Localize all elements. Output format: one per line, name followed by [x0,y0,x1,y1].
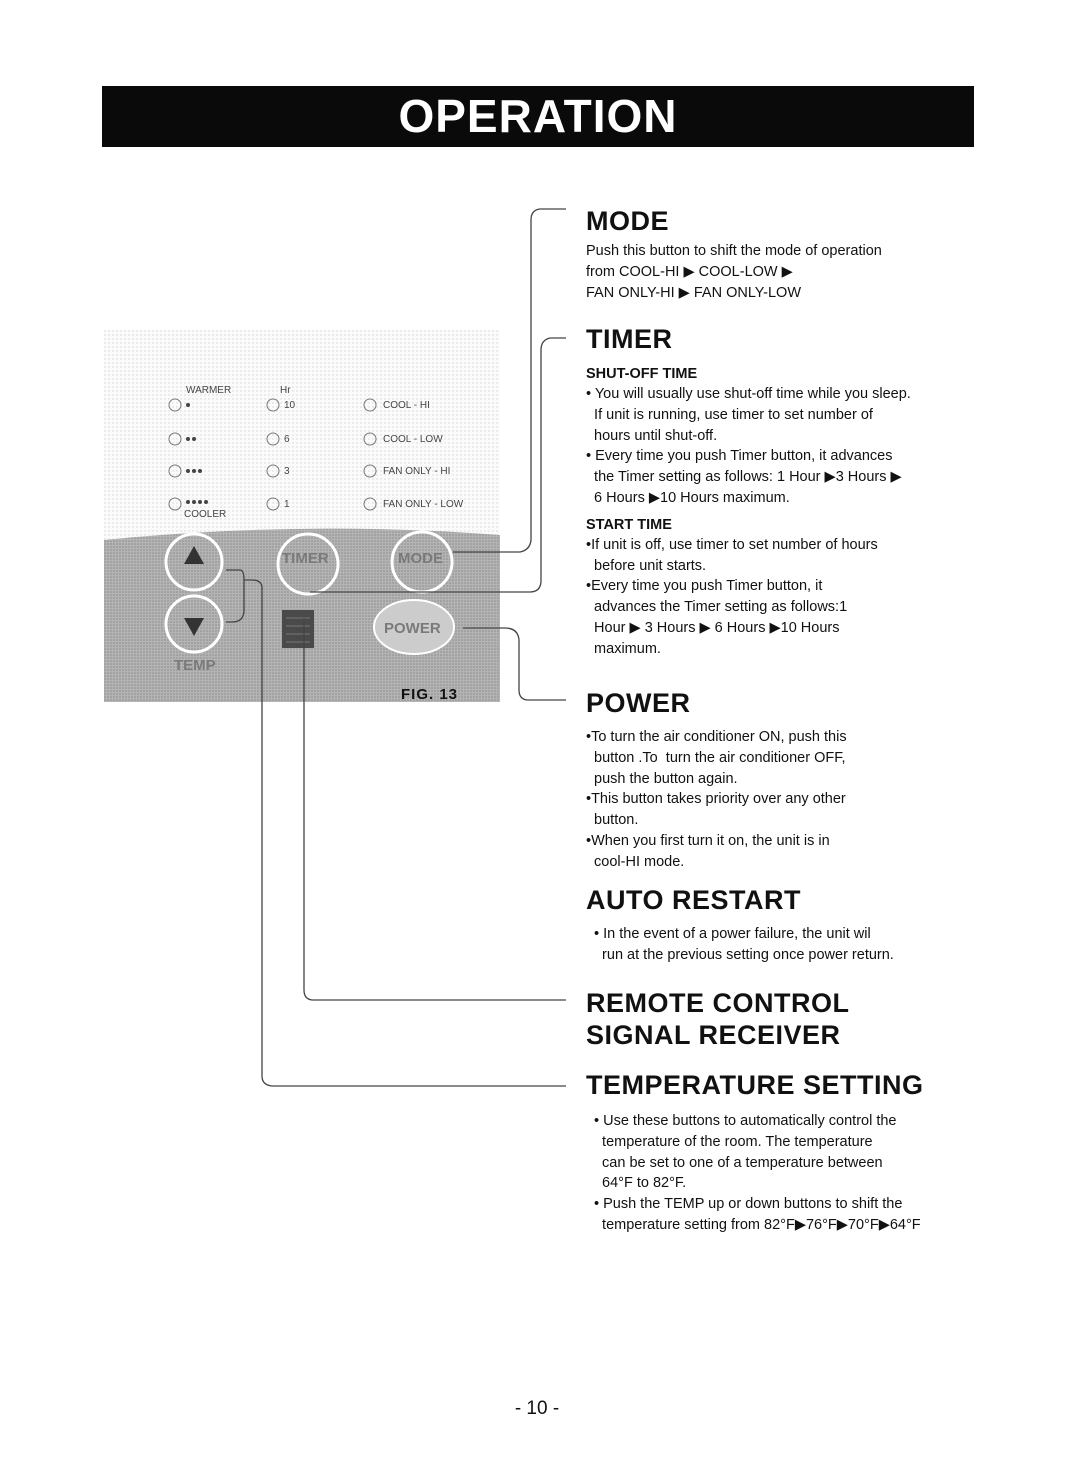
figure-caption: FIG. 13 [401,686,459,703]
leader-mode [453,209,566,552]
mode-label-cool-low: COOL - LOW [383,434,443,445]
mode-label-cool-hi: COOL - HI [383,400,430,411]
remote-section [586,987,850,1051]
leader-timer [310,338,566,592]
page-number: - 10 - [514,1398,560,1419]
auto-restart-section [586,884,894,966]
temperature-heading: TEMPERATURE SETTING [586,1070,924,1100]
warmer-label: WARMER [186,385,232,396]
power-line: button .To turn the air conditioner OFF, [586,749,846,766]
power-line: •This button takes priority over any other [586,791,846,808]
leader-temp-bracket [226,570,244,622]
remote-heading-line1: REMOTE CONTROL [586,988,850,1018]
temperature-line: • Use these buttons to automatically control the [594,1113,897,1129]
shutoff-line: • Every time you push Timer button, it advances [586,448,893,465]
timer-button-label: TIMER [282,550,329,567]
power-line: button. [586,812,639,829]
start-line: •Every time you push Timer button, it [586,578,823,595]
mode-line: from COOL-HI ▶ COOL-LOW ▶ [586,263,793,280]
power-line: push the button again. [586,770,738,787]
shutoff-line: hours until shut-off. [586,427,718,444]
mode-section [586,205,882,303]
temp-label: TEMP [174,657,216,674]
temperature-line: temperature of the room. The temperature [594,1133,873,1150]
hour-label-3: 3 [284,466,290,477]
power-line: •To turn the air conditioner ON, push this [586,729,847,745]
start-line: maximum. [586,640,661,657]
mode-button-label: MODE [398,550,443,567]
temperature-line: temperature setting from 82°F▶76°F▶70°F▶64°F [594,1216,921,1233]
temperature-line: • Push the TEMP up or down buttons to shift the [594,1196,903,1213]
banner-title: OPERATION [398,90,678,142]
temperature-section [586,1069,924,1236]
shutoff-line: the Timer setting as follows: 1 Hour ▶3 Hours ▶ [586,469,902,486]
auto-restart-line: run at the previous setting once power return. [594,946,894,963]
start-time-heading: START TIME [586,516,672,533]
mode-line: Push this button to shift the mode of operation [586,243,882,259]
hour-label-10: 10 [284,400,296,411]
power-line: •When you first turn it on, the unit is in [586,832,830,849]
shutoff-line: If unit is running, use timer to set number of [586,406,873,423]
leader-remote [304,618,566,1000]
remote-heading-line2: SIGNAL RECEIVER [586,1020,841,1050]
start-line: Hour ▶ 3 Hours ▶ 6 Hours ▶10 Hours [586,619,840,636]
timer-section [586,323,911,660]
timer-heading: TIMER [586,324,673,354]
mode-heading: MODE [586,206,669,236]
hour-label-1: 1 [284,499,290,510]
mode-label-fan-low: FAN ONLY - LOW [383,499,464,510]
start-line: •If unit is off, use timer to set number of hours [586,536,878,553]
mode-line: FAN ONLY-HI ▶ FAN ONLY-LOW [586,284,802,301]
power-section [586,687,847,873]
cooler-label: COOLER [184,509,227,520]
shutoff-line: 6 Hours ▶10 Hours maximum. [586,489,790,506]
leader-power [463,628,566,700]
auto-restart-line: • In the event of a power failure, the unit wil [594,926,871,942]
leader-temperature [244,580,566,1086]
power-heading: POWER [586,688,691,718]
mode-label-fan-hi: FAN ONLY - HI [383,466,451,477]
start-line: advances the Timer setting as follows:1 [586,599,848,616]
shutoff-line: • You will usually use shut-off time while you sleep. [586,386,911,402]
shutoff-time-heading: SHUT-OFF TIME [586,366,698,382]
power-line: cool-HI mode. [586,853,685,870]
temperature-line: 64°F to 82°F. [594,1175,687,1192]
start-line: before unit starts. [586,557,707,574]
auto-restart-heading: AUTO RESTART [586,885,801,915]
hour-label-6: 6 [284,434,290,445]
hr-label: Hr [280,385,291,396]
temperature-line: can be set to one of a temperature between [594,1154,883,1171]
power-button-label: POWER [384,620,441,637]
